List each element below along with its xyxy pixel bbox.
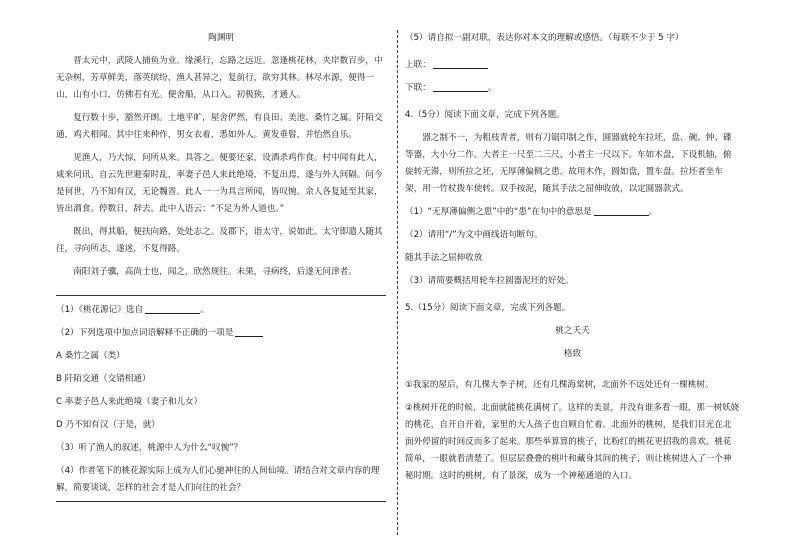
section-4-question-1-text: （1）“无厚薄偏侧之患”中的“患”在句中的意思是 bbox=[405, 207, 592, 217]
couplet-up bbox=[405, 57, 740, 74]
passage-paragraph-3: 见渔人，乃大惊，问所从来。具答之。便要还家，设酒杀鸡作食。村中闻有此人，咸来问讯。自云先世避秦时乱，率妻子邑人来此绝境，不复出焉，遂与外人间隔。问今是何世，乃不知有汉，无论魏晋。此人一一为具言所闻，皆叹惋。余人各复延至其家，皆出酒食。停数日，辞去。此中人语云：“不足为外人道也。” bbox=[56, 153, 383, 214]
questions-block bbox=[56, 295, 386, 502]
story-author: 格致 bbox=[563, 349, 582, 359]
story-title: 桃之夭夭 bbox=[555, 326, 590, 336]
section-5-title: 5.（15分）阅读下面文章，完成下列各题。 bbox=[405, 303, 571, 313]
q2-option-c: C 率妻子邑人来此绝境（妻子和儿女） bbox=[56, 397, 203, 407]
passage-paragraph-2: 复行数十步，豁然开朗。土地平旷，屋舍俨然，有良田、美池、桑竹之属。阡陌交通，鸡犬相闻。其中往来种作，男女衣着，悉如外人。黄发垂髫，并怡然自乐。 bbox=[56, 113, 383, 140]
column-divider bbox=[397, 30, 398, 535]
right-column bbox=[405, 30, 740, 485]
answer-blank-q2[interactable] bbox=[235, 326, 263, 337]
question-1-text: （1）《桃花源记》选自 bbox=[56, 305, 144, 315]
answer-blank-sec4-q1[interactable] bbox=[594, 205, 649, 216]
section-4-question-1 bbox=[405, 204, 740, 221]
answer-blank-couplet-down[interactable] bbox=[433, 81, 488, 92]
section-4-title: 4.（5分）阅读下面文章，完成下列各题。 bbox=[405, 110, 565, 120]
section-4-question-2: （2）请用“/”为文中画线语句断句。 bbox=[405, 230, 543, 240]
couplet-down-label: 下联： bbox=[405, 83, 431, 93]
q2-option-d: D 乃不知有汉（于是，就） bbox=[56, 420, 160, 430]
q2-option-a: A 桑竹之属（类） bbox=[56, 351, 125, 361]
couplet-down bbox=[405, 80, 740, 97]
story-paragraph-2: ②桃树开花的时候，北面就能桃花满树了。这样的美景，并没有谁多看一眼，那一树妖娆的桃花，自开自开着，家里的大人孩子也自顾自忙着。北面外的桃树，是我们目光在北面外停留的时间反而多了起来。那些举算算的桃子，比粉红的桃花更招我的喜欢。桃花简单，一眼就看清楚了。但层层叠叠的桃叶和藏身其间的桃子，则让桃树进入了一个神秘时期。这时的桃树，有了景深，成为一个神秘通道的入口。 bbox=[405, 403, 740, 481]
passage-paragraph-5: 南阳刘子骥，高尚士也，闻之，欣然规往。未果，寻病终，后遂无问津者。 bbox=[73, 267, 357, 277]
couplet-up-label: 上联： bbox=[405, 60, 431, 70]
question-1 bbox=[56, 302, 386, 319]
section-4-sentence: 随其手法之屈伸收放 bbox=[405, 253, 483, 263]
passage-author: 陶渊明 bbox=[208, 33, 234, 43]
question-2-text: （2）下列选项中加点词语解释不正确的一项是 bbox=[56, 328, 234, 338]
question-3: （3）听了渔人的叙述，桃源中人为什么“叹惋”？ bbox=[56, 443, 243, 453]
couplet-down-end: 。 bbox=[487, 83, 497, 93]
section-4-question-3: （3）请简要概括用轮车拉圆器泥坯的好处。 bbox=[405, 276, 574, 286]
passage-paragraph-1: 晋太元中，武陵人捕鱼为业。缘溪行，忘路之远近。忽逢桃花林，夹岸数百步，中无杂树，芳草鲜美，落英缤纷，渔人甚异之，复前行，欲穷其林。林尽水源，便得一山，山有小口，仿佛若有光。便舍船，从口入。初极狭，才通人。 bbox=[56, 56, 383, 100]
answer-blank-couplet-up[interactable] bbox=[433, 58, 488, 69]
passage-paragraph-4: 既出，得其船，便扶向路，处处志之。及郡下，诣太守，说如此。太守即遣人随其往，寻向所志，遂迷，不复得路。 bbox=[56, 227, 383, 254]
section-4-question-1-end: 。 bbox=[648, 207, 658, 217]
story-paragraph-1: ①我家的屋后，有几棵大李子树，还有几棵海棠树，北面外不远处还有一棵桃树。 bbox=[405, 380, 714, 390]
left-column bbox=[56, 30, 386, 502]
q2-option-b: B 阡陌交通（交错相通） bbox=[56, 374, 151, 384]
question-5: （5）请自拟一副对联，表达你对本文的理解或感悟。（每联不少于 5 字） bbox=[405, 33, 684, 43]
question-2 bbox=[56, 325, 386, 342]
section-4-passage: 器之制不一，为粗枝青者，则有刀锯印制之作，圆器就轮车拉坯，盘、碗、钟、碟等器，大小分二作。大者主一尺至二三尺，小者主一尺以下。车如木盘，下设机轴，俯旋转无滞，则所拉之坯，无厚薄偏侧之患。故用木作，圆如盘，置车盘。拉坯者坐车架，用一竹杖拨车使转。双手按泥，随其手法之屈伸收放，以定圆器款式。 bbox=[405, 133, 732, 194]
question-4: （4）作者笔下的桃花源实际上成为人们心驰神往的人间仙境。请结合对文章内容的理解，简要谈谈，怎样的社会才是人们向往的社会？ bbox=[56, 466, 380, 493]
answer-blank-q1[interactable] bbox=[145, 303, 200, 314]
question-1-end: 。 bbox=[200, 305, 209, 315]
